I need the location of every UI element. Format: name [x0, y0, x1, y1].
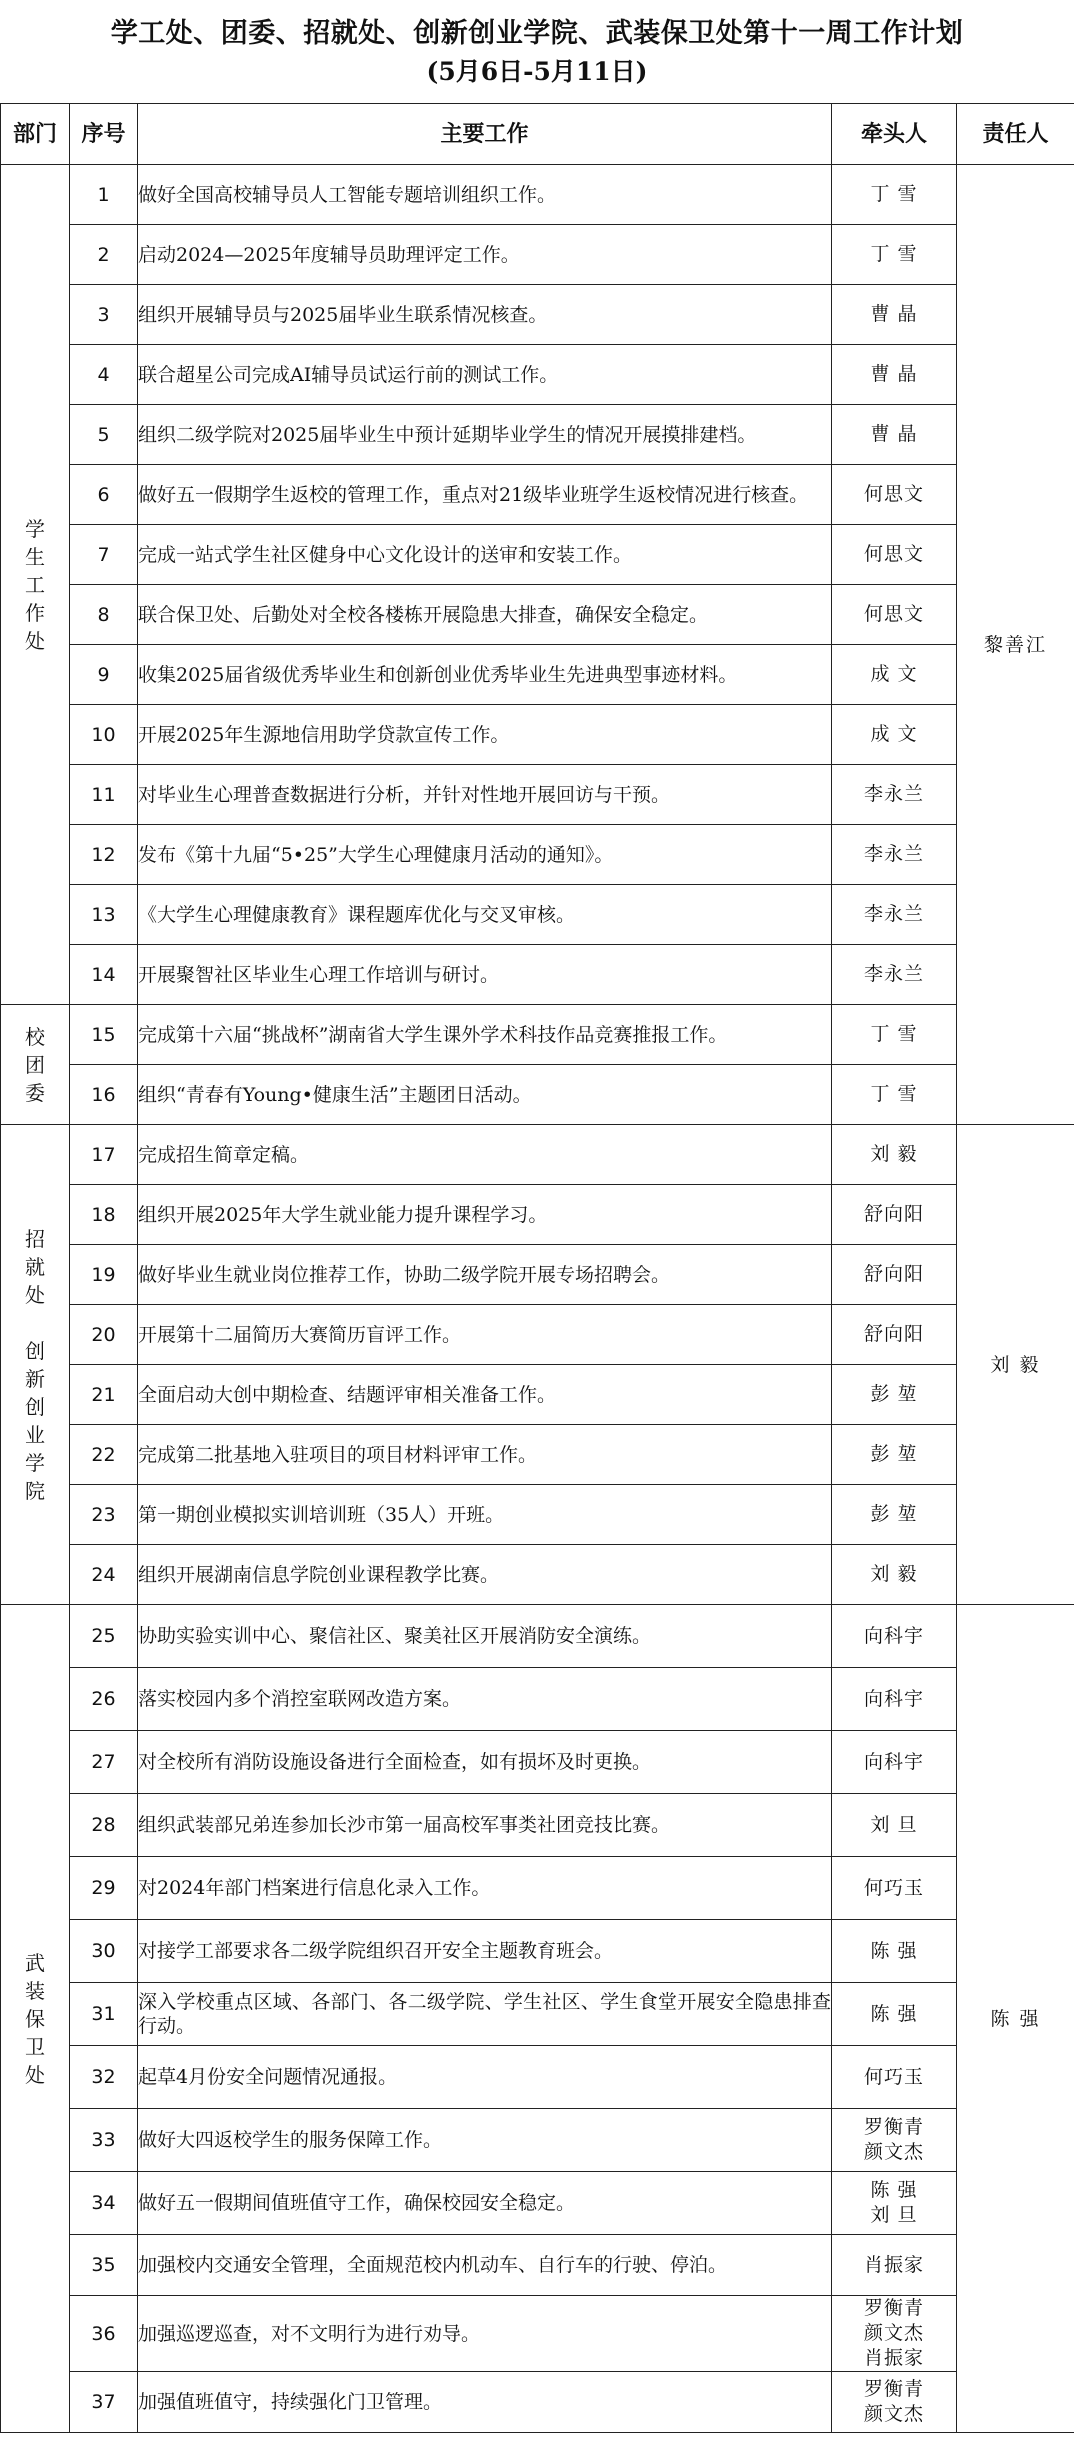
lead-person [832, 165, 957, 225]
row-number: 34 [70, 2172, 138, 2235]
lead-name: 陈 强 [870, 2179, 918, 2201]
row-number: 15 [70, 1005, 138, 1065]
task-text: 对接学工部要求各二级学院组织召开安全主题教育班会。 [138, 1920, 832, 1983]
responsible-person: 陈 强 [957, 1605, 1074, 2433]
table-row [1, 825, 1074, 885]
row-number: 21 [70, 1365, 138, 1425]
responsible-person: 黎善江 [957, 165, 1074, 1125]
task-text: 完成第十六届“挑战杯”湖南省大学生课外学术科技作品竞赛推报工作。 [138, 1005, 832, 1065]
lead-name: 刘 毅 [870, 1563, 918, 1585]
table-header-row [1, 104, 1074, 165]
table-row [1, 2109, 1074, 2172]
row-number: 29 [70, 1857, 138, 1920]
task-text: 启动2024—2025年度辅导员助理评定工作。 [138, 225, 832, 285]
lead-person [832, 2109, 957, 2172]
lead-person [832, 1794, 957, 1857]
lead-person [832, 1605, 957, 1668]
row-number: 36 [70, 2296, 138, 2372]
table-row [1, 645, 1074, 705]
row-number: 3 [70, 285, 138, 345]
responsible-person: 刘 毅 [957, 1125, 1074, 1605]
table-row [1, 1920, 1074, 1983]
lead-name: 何思文 [863, 543, 924, 565]
lead-name: 向科宇 [863, 1687, 924, 1710]
row-number: 4 [70, 345, 138, 405]
lead-person [832, 1185, 957, 1245]
lead-name: 丁 雪 [870, 1023, 918, 1045]
task-text: 落实校园内多个消控室联网改造方案。 [138, 1668, 832, 1731]
table-row [1, 1365, 1074, 1425]
lead-person [832, 1005, 957, 1065]
table-row [1, 2372, 1074, 2433]
lead-person [832, 585, 957, 645]
lead-name: 曹 晶 [870, 423, 918, 445]
row-number: 37 [70, 2372, 138, 2433]
row-number: 14 [70, 945, 138, 1005]
lead-name: 彭 堃 [870, 1383, 918, 1405]
col-header-num: 序号 [70, 104, 138, 165]
table-row [1, 1668, 1074, 1731]
task-text: 对2024年部门档案进行信息化录入工作。 [138, 1857, 832, 1920]
lead-name: 舒向阳 [863, 1263, 924, 1285]
lead-name: 陈 强 [870, 1939, 918, 1962]
lead-person [832, 2372, 957, 2433]
table-row [1, 585, 1074, 645]
row-number: 6 [70, 465, 138, 525]
lead-name: 肖振家 [863, 2347, 924, 2369]
lead-name: 罗衡青 [863, 2378, 924, 2400]
task-text: 对毕业生心理普查数据进行分析，并针对性地开展回访与干预。 [138, 765, 832, 825]
task-text: 做好大四返校学生的服务保障工作。 [138, 2109, 832, 2172]
lead-person [832, 1983, 957, 2046]
task-text: 做好五一假期学生返校的管理工作，重点对21级毕业班学生返校情况进行核查。 [138, 465, 832, 525]
row-number: 16 [70, 1065, 138, 1125]
table-row [1, 1545, 1074, 1605]
col-header-task: 主要工作 [138, 104, 832, 165]
dept-cell [1, 165, 70, 1005]
row-number: 33 [70, 2109, 138, 2172]
task-text: 组织开展2025年大学生就业能力提升课程学习。 [138, 1185, 832, 1245]
row-number: 18 [70, 1185, 138, 1245]
table-row [1, 2235, 1074, 2296]
title-block [0, 0, 1074, 103]
row-number: 7 [70, 525, 138, 585]
lead-name: 成 文 [870, 723, 918, 745]
task-text: 联合超星公司完成AI辅导员试运行前的测试工作。 [138, 345, 832, 405]
table-row [1, 465, 1074, 525]
dept-cell [1, 1005, 70, 1125]
table-row [1, 885, 1074, 945]
lead-person [832, 1125, 957, 1185]
lead-person [832, 1425, 957, 1485]
task-text: 组织开展辅导员与2025届毕业生联系情况核查。 [138, 285, 832, 345]
lead-name: 曹 晶 [870, 363, 918, 385]
col-header-dept: 部门 [1, 104, 70, 165]
task-text: 加强值班值守，持续强化门卫管理。 [138, 2372, 832, 2433]
table-row [1, 225, 1074, 285]
dept-name: 创新创业学院 [25, 1338, 45, 1503]
lead-person [832, 1545, 957, 1605]
row-number: 23 [70, 1485, 138, 1545]
task-text: 第一期创业模拟实训培训班（35人）开班。 [138, 1485, 832, 1545]
row-number: 13 [70, 885, 138, 945]
lead-person [832, 2235, 957, 2296]
task-text: 完成第二批基地入驻项目的项目材料评审工作。 [138, 1425, 832, 1485]
row-number: 24 [70, 1545, 138, 1605]
lead-person [832, 465, 957, 525]
lead-name: 肖振家 [863, 2253, 924, 2276]
table-row [1, 1425, 1074, 1485]
lead-name: 刘 旦 [870, 1813, 918, 1836]
lead-person [832, 705, 957, 765]
task-text: 开展第十二届简历大赛简历盲评工作。 [138, 1305, 832, 1365]
lead-person [832, 1245, 957, 1305]
table-row [1, 345, 1074, 405]
lead-person [832, 1668, 957, 1731]
row-number: 27 [70, 1731, 138, 1794]
task-text: 做好毕业生就业岗位推荐工作，协助二级学院开展专场招聘会。 [138, 1245, 832, 1305]
table-row [1, 1125, 1074, 1185]
row-number: 2 [70, 225, 138, 285]
lead-name: 刘 毅 [870, 1143, 918, 1165]
lead-person [832, 645, 957, 705]
task-text: 组织开展湖南信息学院创业课程教学比赛。 [138, 1545, 832, 1605]
dept-name: 招就处 [25, 1226, 45, 1307]
row-number: 20 [70, 1305, 138, 1365]
table-body [1, 165, 1074, 2433]
lead-name: 颜文杰 [863, 2403, 924, 2425]
date-range: (5月6日-5月11日) [426, 56, 648, 86]
lead-name: 丁 雪 [870, 183, 918, 205]
lead-name: 颜文杰 [863, 2141, 924, 2163]
dept-cell [1, 1125, 70, 1605]
page-title: 学工处、团委、招就处、创新创业学院、武装保卫处第十一周工作计划 [110, 17, 964, 49]
task-text: 加强巡逻巡查，对不文明行为进行劝导。 [138, 2296, 832, 2372]
lead-person [832, 825, 957, 885]
lead-name: 李永兰 [863, 963, 924, 985]
task-text: 开展聚智社区毕业生心理工作培训与研讨。 [138, 945, 832, 1005]
lead-name: 向科宇 [863, 1624, 924, 1647]
row-number: 30 [70, 1920, 138, 1983]
table-row [1, 1245, 1074, 1305]
dept-name: 校团委 [25, 1024, 45, 1105]
row-number: 19 [70, 1245, 138, 1305]
row-number: 8 [70, 585, 138, 645]
row-number: 5 [70, 405, 138, 465]
lead-name: 丁 雪 [870, 1083, 918, 1105]
task-text: 起草4月份安全问题情况通报。 [138, 2046, 832, 2109]
lead-name: 何巧玉 [863, 2065, 924, 2088]
task-text: 全面启动大创中期检查、结题评审相关准备工作。 [138, 1365, 832, 1425]
task-text: 组织二级学院对2025届毕业生中预计延期毕业学生的情况开展摸排建档。 [138, 405, 832, 465]
lead-name: 罗衡青 [863, 2297, 924, 2319]
row-number: 28 [70, 1794, 138, 1857]
lead-name: 成 文 [870, 663, 918, 685]
task-text: 《大学生心理健康教育》课程题库优化与交叉审核。 [138, 885, 832, 945]
lead-name: 李永兰 [863, 843, 924, 865]
lead-person [832, 525, 957, 585]
col-header-lead: 牵头人 [832, 104, 957, 165]
lead-name: 向科宇 [863, 1750, 924, 1773]
lead-name: 刘 旦 [870, 2204, 918, 2226]
table-row [1, 1731, 1074, 1794]
row-number: 35 [70, 2235, 138, 2296]
row-number: 9 [70, 645, 138, 705]
lead-person [832, 2172, 957, 2235]
task-text: 对全校所有消防设施设备进行全面检查，如有损坏及时更换。 [138, 1731, 832, 1794]
lead-name: 彭 堃 [870, 1443, 918, 1465]
table-row [1, 1857, 1074, 1920]
table-row [1, 405, 1074, 465]
lead-name: 彭 堃 [870, 1503, 918, 1525]
table-row [1, 1983, 1074, 2046]
table-row [1, 285, 1074, 345]
lead-name: 颜文杰 [863, 2322, 924, 2344]
lead-person [832, 1305, 957, 1365]
table-row [1, 525, 1074, 585]
task-text: 完成一站式学生社区健身中心文化设计的送审和安装工作。 [138, 525, 832, 585]
lead-name: 曹 晶 [870, 303, 918, 325]
task-text: 联合保卫处、后勤处对全校各楼栋开展隐患大排查，确保安全稳定。 [138, 585, 832, 645]
row-number: 31 [70, 1983, 138, 2046]
lead-person [832, 225, 957, 285]
table-row [1, 1794, 1074, 1857]
table-row [1, 2046, 1074, 2109]
task-text: 协助实验实训中心、聚信社区、聚美社区开展消防安全演练。 [138, 1605, 832, 1668]
task-text: 收集2025届省级优秀毕业生和创新创业优秀毕业生先进典型事迹材料。 [138, 645, 832, 705]
task-text: 做好五一假期间值班值守工作，确保校园安全稳定。 [138, 2172, 832, 2235]
row-number: 32 [70, 2046, 138, 2109]
lead-person [832, 1920, 957, 1983]
work-plan-table [0, 103, 1074, 2433]
lead-person [832, 885, 957, 945]
row-number: 25 [70, 1605, 138, 1668]
task-text: 做好全国高校辅导员人工智能专题培训组织工作。 [138, 165, 832, 225]
lead-person [832, 1065, 957, 1125]
lead-person [832, 285, 957, 345]
lead-name: 丁 雪 [870, 243, 918, 265]
task-text: 组织“青春有Young•健康生活”主题团日活动。 [138, 1065, 832, 1125]
row-number: 1 [70, 165, 138, 225]
row-number: 12 [70, 825, 138, 885]
table-row [1, 1065, 1074, 1125]
row-number: 10 [70, 705, 138, 765]
lead-person [832, 2046, 957, 2109]
table-row [1, 1005, 1074, 1065]
row-number: 22 [70, 1425, 138, 1485]
lead-name: 何思文 [863, 603, 924, 625]
task-text: 加强校内交通安全管理，全面规范校内机动车、自行车的行驶、停泊。 [138, 2235, 832, 2296]
lead-name: 李永兰 [863, 783, 924, 805]
table-row [1, 1485, 1074, 1545]
table-row [1, 1305, 1074, 1365]
task-text: 开展2025年生源地信用助学贷款宣传工作。 [138, 705, 832, 765]
lead-name: 陈 强 [870, 2002, 918, 2025]
dept-cell [1, 1605, 70, 2433]
dept-name: 学生工作处 [25, 516, 45, 653]
lead-name: 罗衡青 [863, 2116, 924, 2138]
task-text: 发布《第十九届“5•25”大学生心理健康月活动的通知》。 [138, 825, 832, 885]
table-row [1, 705, 1074, 765]
lead-person [832, 1365, 957, 1425]
lead-person [832, 765, 957, 825]
col-header-resp: 责任人 [957, 104, 1074, 165]
row-number: 17 [70, 1125, 138, 1185]
lead-person [832, 1485, 957, 1545]
lead-person [832, 945, 957, 1005]
dept-name: 武装保卫处 [25, 1950, 45, 2087]
lead-person [832, 2296, 957, 2372]
table-row [1, 765, 1074, 825]
lead-name: 何思文 [863, 483, 924, 505]
task-text: 组织武装部兄弟连参加长沙市第一届高校军事类社团竞技比赛。 [138, 1794, 832, 1857]
lead-name: 舒向阳 [863, 1203, 924, 1225]
row-number: 11 [70, 765, 138, 825]
table-row [1, 1605, 1074, 1668]
table-row [1, 1185, 1074, 1245]
lead-person [832, 1731, 957, 1794]
table-row [1, 2296, 1074, 2372]
lead-name: 何巧玉 [863, 1876, 924, 1899]
table-row [1, 165, 1074, 225]
lead-name: 舒向阳 [863, 1323, 924, 1345]
task-text: 深入学校重点区域、各部门、各二级学院、学生社区、学生食堂开展安全隐患排查行动。 [138, 1983, 832, 2046]
task-text: 完成招生简章定稿。 [138, 1125, 832, 1185]
lead-person [832, 345, 957, 405]
table-row [1, 2172, 1074, 2235]
lead-person [832, 1857, 957, 1920]
row-number: 26 [70, 1668, 138, 1731]
table-row [1, 945, 1074, 1005]
lead-person [832, 405, 957, 465]
lead-name: 李永兰 [863, 903, 924, 925]
